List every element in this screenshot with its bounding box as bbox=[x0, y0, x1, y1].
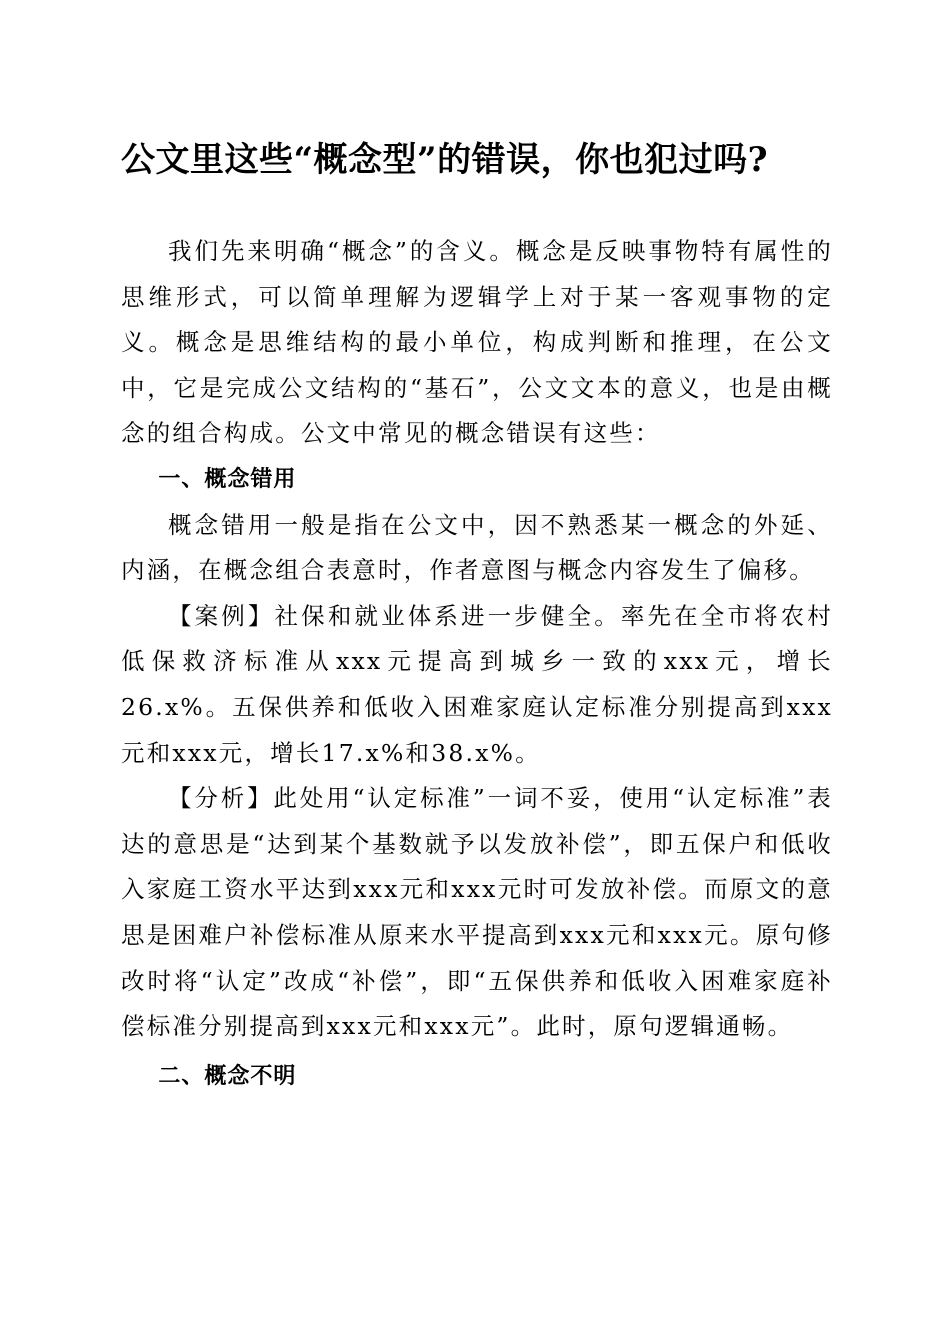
intro-paragraph: 我们先来明确“概念”的含义。概念是反映事物特有属性的思维形式，可以简单理解为逻辑学上对于某一客观事物的定义。概念是思维结构的最小单位，构成判断和推理，在公文中，它是完成公文结构的“基石”，公文文本的意义，也是由概念的组合构成。公文中常见的概念错误有这些： bbox=[121, 237, 833, 448]
analysis-paragraph: 【分析】此处用“认定标准”一词不妥，使用“认定标准”表达的意思是“达到某个基数就予以发放补偿”，即五保户和低收入家庭工资水平达到xxx元和xxx元时可发放补偿。而原文的意思是困难户补偿标准从原来水平提高到xxx元和xxx元。原句修改时将“认定”改成“补偿”，即“五保供养和低收入困难家庭补偿标准分别提高到xxx元和xxx元”。此时，原句逻辑通畅。 bbox=[121, 784, 833, 1041]
section-heading-1: 一、概念错用 bbox=[158, 466, 297, 492]
section-heading-2: 二、概念不明 bbox=[158, 1063, 297, 1089]
document-body bbox=[121, 229, 833, 1099]
case-paragraph: 【案例】社保和就业体系进一步健全。率先在全市将农村低保救济标准从xxx元提高到城乡一致的xxx元，增长26.x%。五保供养和低收入困难家庭认定标准分别提高到xxx元和xxx元，增长17.x%和38.x%。 bbox=[121, 601, 833, 767]
document-title: 公文里这些“概念型”的错误，你也犯过吗? bbox=[121, 140, 769, 180]
section1-paragraph: 概念错用一般是指在公文中，因不熟悉某一概念的外延、内涵，在概念组合表意时，作者意图与概念内容发生了偏移。 bbox=[121, 510, 833, 585]
